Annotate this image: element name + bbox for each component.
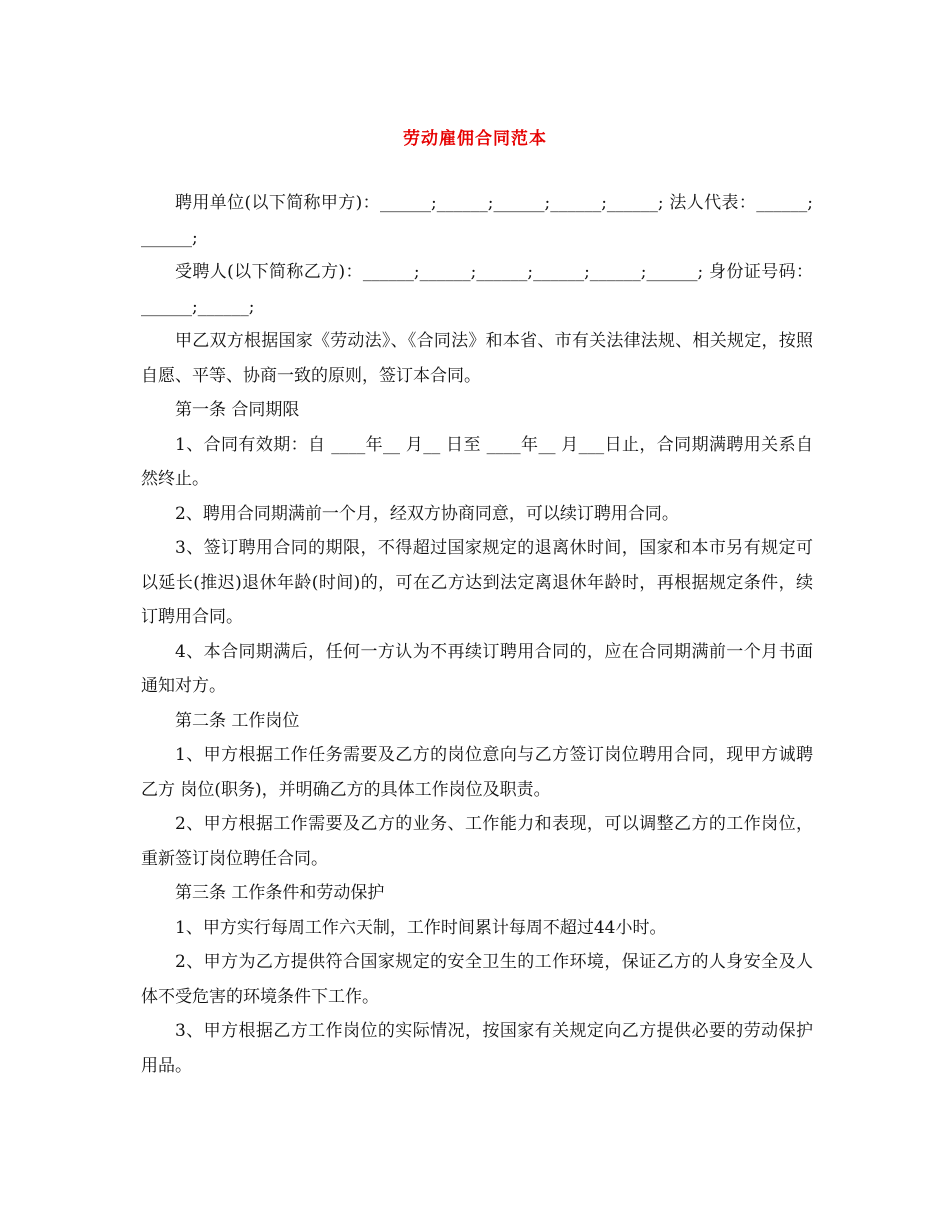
paragraph-conditions-1: 1、甲方实行每周工作六天制，工作时间累计每周不超过44小时。 bbox=[175, 917, 667, 938]
paragraph-term-3: 3、签订聘用合同的期限，不得超过国家规定的退离休时间，国家和本市另有规定可以延长(推迟)退休年龄(时间)的，可在乙方达到法定离退休年龄时，再根据规定条件，续订聘用合同。 bbox=[141, 538, 813, 627]
paragraph-term-2: 2、聘用合同期满前一个月，经双方协商同意，可以续订聘用合同。 bbox=[175, 503, 679, 524]
paragraph-conditions-3: 3、甲方根据乙方工作岗位的实际情况，按国家有关规定向乙方提供必要的劳动保护用品。 bbox=[141, 1021, 813, 1076]
document-body bbox=[141, 186, 819, 1083]
paragraph-term-4: 4、本合同期满后，任何一方认为不再续订聘用合同的，应在合同期满前一个月书面通知对方。 bbox=[141, 641, 813, 696]
section-heading-position: 第二条 工作岗位 bbox=[175, 710, 300, 731]
paragraph-conditions-2: 2、甲方为乙方提供符合国家规定的安全卫生的工作环境，保证乙方的人身安全及人体不受危害的环境条件下工作。 bbox=[141, 952, 813, 1007]
paragraph-employee-info: 受聘人(以下简称乙方)：______;______;______;______;______;______; 身份证号码： ______;______; bbox=[141, 262, 819, 317]
paragraph-term-1: 1、合同有效期：自 ____年__ 月__ 日至 ____年__ 月___日止，合同期满聘用关系自然终止。 bbox=[141, 434, 813, 489]
document-title: 劳动雇佣合同范本 bbox=[403, 129, 547, 149]
paragraph-preamble: 甲乙双方根据国家《劳动法》、《合同法》和本省、市有关法律法规、相关规定，按照自愿、平等、协商一致的原则，签订本合同。 bbox=[141, 331, 813, 386]
paragraph-position-1: 1、甲方根据工作任务需要及乙方的岗位意向与乙方签订岗位聘用合同，现甲方诚聘乙方 岗位(职务)，并明确乙方的具体工作岗位及职责。 bbox=[141, 745, 813, 800]
section-heading-conditions: 第三条 工作条件和劳动保护 bbox=[175, 883, 385, 903]
paragraph-employer-info: 聘用单位(以下简称甲方)：______;______;______;______;______; 法人代表：______;______; bbox=[141, 193, 813, 248]
paragraph-position-2: 2、甲方根据工作需要及乙方的业务、工作能力和表现，可以调整乙方的工作岗位，重新签订岗位聘任合同。 bbox=[141, 814, 813, 869]
section-heading-term: 第一条 合同期限 bbox=[175, 400, 300, 420]
